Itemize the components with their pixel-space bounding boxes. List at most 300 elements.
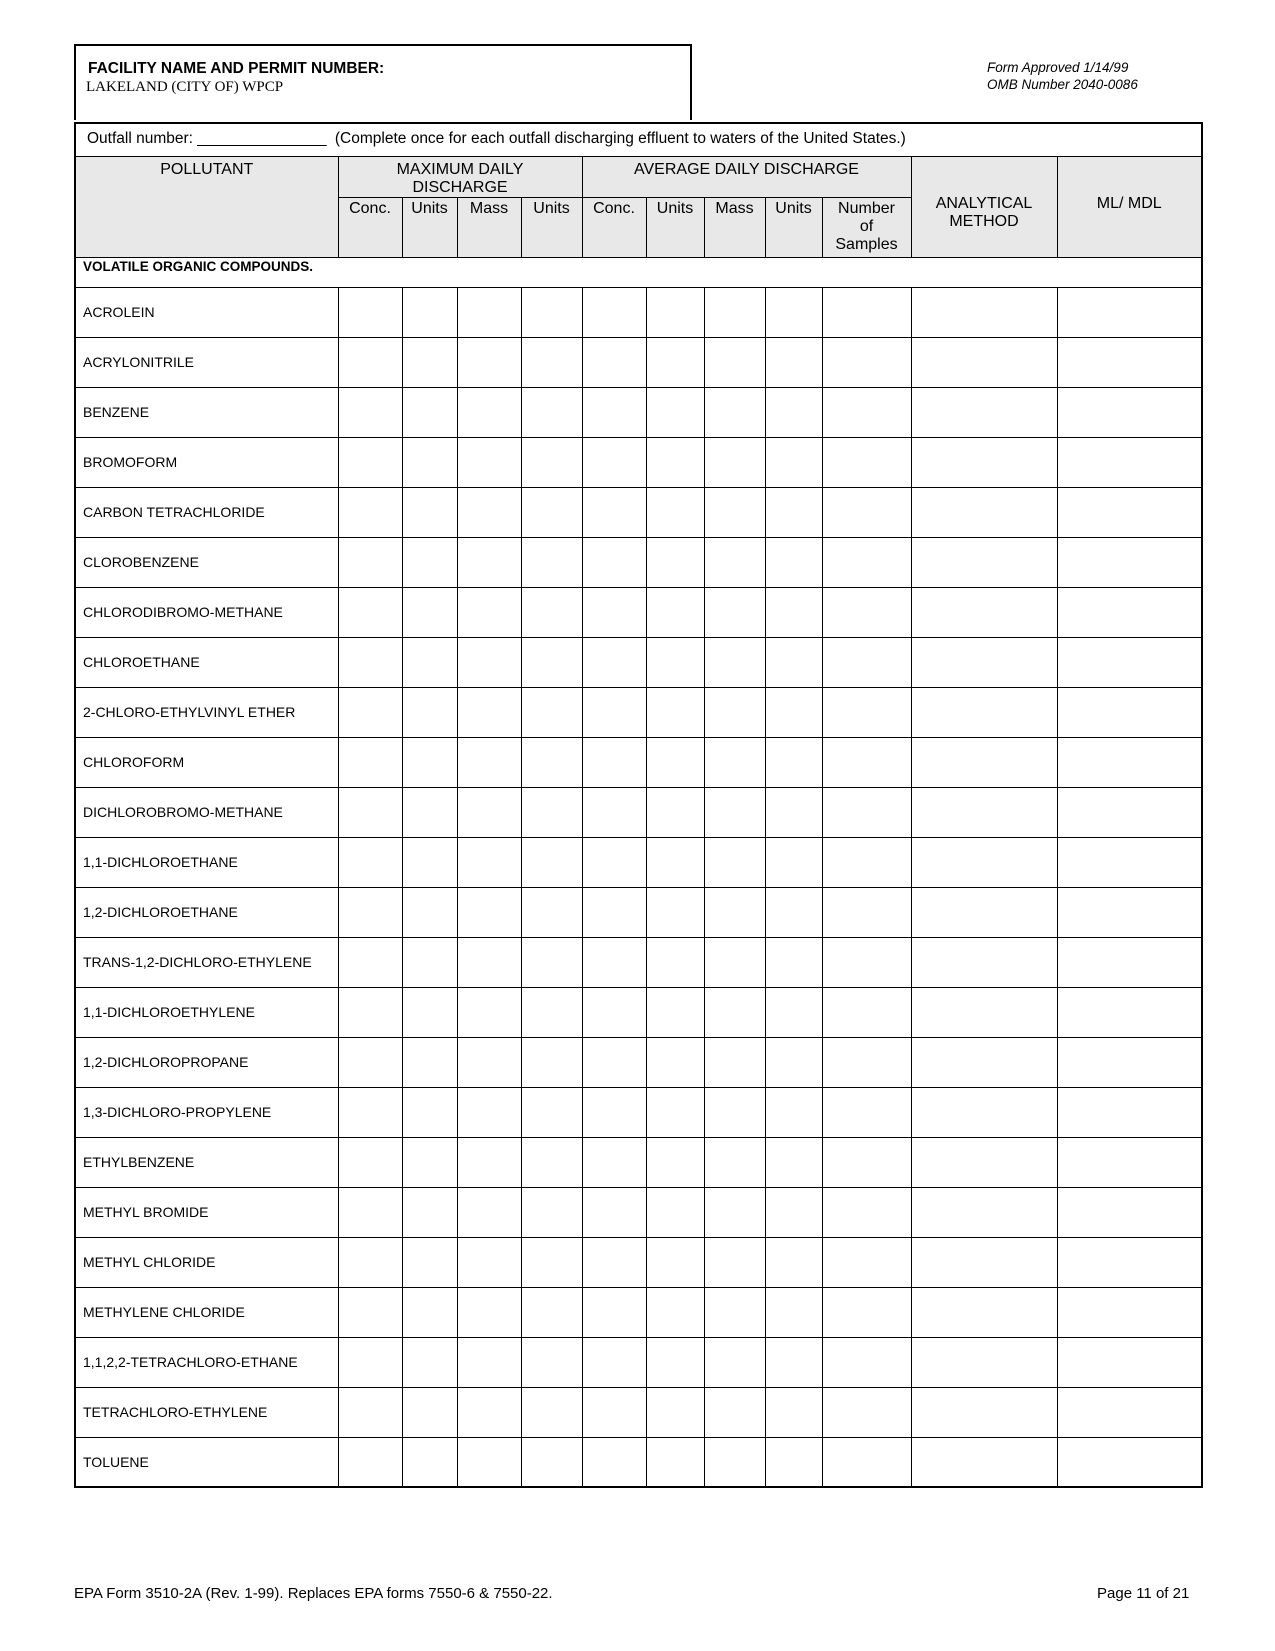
avg-mass-units-cell[interactable] (765, 337, 822, 387)
max-conc-cell[interactable] (338, 287, 402, 337)
max-units-cell[interactable] (402, 1337, 457, 1387)
num-samples-cell[interactable] (822, 1087, 911, 1137)
ml-mdl-cell[interactable] (1057, 1287, 1202, 1337)
avg-mass-cell[interactable] (704, 837, 765, 887)
max-mass-cell[interactable] (457, 387, 521, 437)
analytical-method-cell[interactable] (911, 1287, 1057, 1337)
ml-mdl-cell[interactable] (1057, 1237, 1202, 1287)
avg-units-cell[interactable] (646, 1087, 704, 1137)
table-row (75, 1237, 1202, 1287)
max-mass-units-cell[interactable] (521, 1437, 582, 1487)
max-mass-cell[interactable] (457, 637, 521, 687)
avg-mass-cell[interactable] (704, 787, 765, 837)
num-samples-cell[interactable] (822, 937, 911, 987)
avg-mass-units-cell[interactable] (765, 1087, 822, 1137)
avg-mass-units-cell[interactable] (765, 1237, 822, 1287)
avg-conc-header: Conc. (582, 197, 646, 257)
num-samples-cell[interactable] (822, 487, 911, 537)
max-conc-cell[interactable] (338, 387, 402, 437)
pollutant-name: ETHYLBENZENE (75, 1137, 338, 1187)
max-units-cell[interactable] (402, 1237, 457, 1287)
max-mass-cell[interactable] (457, 1187, 521, 1237)
ml-mdl-cell[interactable] (1057, 937, 1202, 987)
analytical-method-cell[interactable] (911, 637, 1057, 687)
max-mass-units-cell[interactable] (521, 987, 582, 1037)
max-units-cell[interactable] (402, 1037, 457, 1087)
max-mass-units-cell[interactable] (521, 1337, 582, 1387)
analytical-method-cell[interactable] (911, 1187, 1057, 1237)
avg-mass-cell[interactable] (704, 637, 765, 687)
num-samples-cell[interactable] (822, 1137, 911, 1187)
max-units-cell[interactable] (402, 737, 457, 787)
max-units-cell[interactable] (402, 437, 457, 487)
ml-mdl-cell[interactable] (1057, 837, 1202, 887)
max-mass-units-cell[interactable] (521, 1387, 582, 1437)
avg-conc-cell[interactable] (582, 1137, 646, 1187)
max-conc-cell[interactable] (338, 487, 402, 537)
ml-mdl-cell[interactable] (1057, 537, 1202, 587)
avg-conc-cell[interactable] (582, 487, 646, 537)
pollutant-name: ACROLEIN (75, 287, 338, 337)
avg-units-cell[interactable] (646, 337, 704, 387)
avg-mass-units-cell[interactable] (765, 1387, 822, 1437)
table-row (75, 1037, 1202, 1087)
pollutant-name: METHYLENE CHLORIDE (75, 1287, 338, 1337)
max-mass-units-cell[interactable] (521, 787, 582, 837)
avg-mass-units-cell[interactable] (765, 687, 822, 737)
analytical-method-cell[interactable] (911, 1237, 1057, 1287)
ml-mdl-cell[interactable] (1057, 1387, 1202, 1437)
max-mass-cell[interactable] (457, 487, 521, 537)
avg-conc-cell[interactable] (582, 287, 646, 337)
avg-conc-cell[interactable] (582, 737, 646, 787)
avg-units-cell[interactable] (646, 1337, 704, 1387)
table-row (75, 937, 1202, 987)
num-samples-cell[interactable] (822, 1337, 911, 1387)
max-conc-cell[interactable] (338, 537, 402, 587)
max-mass-cell[interactable] (457, 787, 521, 837)
analytical-method-cell[interactable] (911, 837, 1057, 887)
table-row (75, 537, 1202, 587)
avg-units-cell[interactable] (646, 987, 704, 1037)
num-samples-cell[interactable] (822, 1387, 911, 1437)
pollutant-header: POLLUTANT (75, 156, 338, 257)
num-samples-cell[interactable] (822, 1187, 911, 1237)
table-row (75, 737, 1202, 787)
avg-conc-cell[interactable] (582, 387, 646, 437)
avg-units-cell[interactable] (646, 537, 704, 587)
avg-conc-cell[interactable] (582, 937, 646, 987)
avg-mass-units-header: Units (765, 197, 822, 257)
avg-conc-cell[interactable] (582, 537, 646, 587)
table-row (75, 1137, 1202, 1187)
avg-units-cell[interactable] (646, 287, 704, 337)
analytical-method-cell[interactable] (911, 587, 1057, 637)
avg-units-cell[interactable] (646, 587, 704, 637)
avg-units-cell[interactable] (646, 887, 704, 937)
ml-mdl-cell[interactable] (1057, 587, 1202, 637)
max-mass-units-cell[interactable] (521, 1187, 582, 1237)
max-mass-cell[interactable] (457, 1287, 521, 1337)
max-mass-cell[interactable] (457, 1387, 521, 1437)
max-units-cell[interactable] (402, 387, 457, 437)
max-units-cell[interactable] (402, 837, 457, 887)
max-units-cell[interactable] (402, 787, 457, 837)
analytical-method-cell[interactable] (911, 437, 1057, 487)
max-units-cell[interactable] (402, 687, 457, 737)
avg-conc-cell[interactable] (582, 987, 646, 1037)
max-mass-units-cell[interactable] (521, 1237, 582, 1287)
avg-mass-units-cell[interactable] (765, 787, 822, 837)
avg-mass-cell[interactable] (704, 1337, 765, 1387)
max-mass-cell[interactable] (457, 1137, 521, 1187)
analytical-method-cell[interactable] (911, 737, 1057, 787)
avg-mass-cell[interactable] (704, 1187, 765, 1237)
analytical-method-cell[interactable] (911, 1437, 1057, 1487)
table-row (75, 587, 1202, 637)
max-mass-cell[interactable] (457, 1437, 521, 1487)
avg-mass-cell[interactable] (704, 487, 765, 537)
analytical-method-cell[interactable] (911, 537, 1057, 587)
max-conc-cell[interactable] (338, 737, 402, 787)
pollutant-name: 2-CHLORO-ETHYLVINYL ETHER (75, 687, 338, 737)
avg-units-cell[interactable] (646, 687, 704, 737)
num-samples-cell[interactable] (822, 687, 911, 737)
max-mass-units-cell[interactable] (521, 337, 582, 387)
num-samples-cell[interactable] (822, 1037, 911, 1087)
max-mass-cell[interactable] (457, 1237, 521, 1287)
avg-mass-cell[interactable] (704, 287, 765, 337)
pollutant-name: CARBON TETRACHLORIDE (75, 487, 338, 537)
analytical-method-cell[interactable] (911, 487, 1057, 537)
avg-conc-cell[interactable] (582, 1287, 646, 1337)
avg-conc-cell[interactable] (582, 1437, 646, 1487)
avg-units-cell[interactable] (646, 637, 704, 687)
ml-mdl-cell[interactable] (1057, 787, 1202, 837)
avg-units-cell[interactable] (646, 487, 704, 537)
avg-conc-cell[interactable] (582, 337, 646, 387)
avg-units-cell[interactable] (646, 1287, 704, 1337)
ml-mdl-cell[interactable] (1057, 1187, 1202, 1237)
max-conc-cell[interactable] (338, 987, 402, 1037)
ml-mdl-cell[interactable] (1057, 487, 1202, 537)
analytical-method-cell[interactable] (911, 787, 1057, 837)
max-mass-cell[interactable] (457, 437, 521, 487)
max-units-cell[interactable] (402, 1087, 457, 1137)
avg-mass-units-cell[interactable] (765, 487, 822, 537)
num-samples-header: Number of Samples (822, 197, 911, 257)
outfall-number-field[interactable]: Outfall number: _______________ (87, 130, 327, 147)
avg-conc-cell[interactable] (582, 1337, 646, 1387)
max-mass-units-cell[interactable] (521, 1137, 582, 1187)
max-mass-cell[interactable] (457, 1337, 521, 1387)
max-conc-cell[interactable] (338, 1337, 402, 1387)
ml-mdl-cell[interactable] (1057, 1087, 1202, 1137)
num-samples-cell[interactable] (822, 837, 911, 887)
avg-mass-cell[interactable] (704, 937, 765, 987)
ml-mdl-cell[interactable] (1057, 1437, 1202, 1487)
ml-mdl-cell[interactable] (1057, 337, 1202, 387)
section-title: VOLATILE ORGANIC COMPOUNDS. (75, 257, 1202, 287)
form-approval-note (987, 59, 1138, 93)
avg-mass-units-cell[interactable] (765, 587, 822, 637)
num-samples-cell[interactable] (822, 587, 911, 637)
table-row (75, 637, 1202, 687)
num-samples-cell[interactable] (822, 987, 911, 1037)
avg-conc-cell[interactable] (582, 1387, 646, 1437)
analytical-method-cell[interactable] (911, 337, 1057, 387)
avg-mass-units-cell[interactable] (765, 837, 822, 887)
analytical-method-cell[interactable] (911, 1037, 1057, 1087)
analytical-method-cell[interactable] (911, 937, 1057, 987)
max-units-cell[interactable] (402, 1437, 457, 1487)
avg-conc-cell[interactable] (582, 587, 646, 637)
num-samples-cell[interactable] (822, 287, 911, 337)
avg-mass-units-cell[interactable] (765, 737, 822, 787)
max-units-cell[interactable] (402, 587, 457, 637)
max-mass-cell[interactable] (457, 1087, 521, 1137)
facility-value[interactable]: LAKELAND (CITY OF) WPCP (86, 79, 284, 95)
pollutant-name: 1,2-DICHLOROETHANE (75, 887, 338, 937)
avg-mass-cell[interactable] (704, 1287, 765, 1337)
avg-mass-units-cell[interactable] (765, 637, 822, 687)
avg-mass-cell[interactable] (704, 687, 765, 737)
analytical-method-cell[interactable] (911, 1337, 1057, 1387)
avg-units-cell[interactable] (646, 837, 704, 887)
max-conc-cell[interactable] (338, 937, 402, 987)
max-conc-cell[interactable] (338, 1187, 402, 1237)
avg-mass-units-cell[interactable] (765, 1037, 822, 1087)
avg-mass-units-cell[interactable] (765, 287, 822, 337)
max-conc-cell[interactable] (338, 1287, 402, 1337)
num-samples-cell[interactable] (822, 337, 911, 387)
max-conc-cell[interactable] (338, 637, 402, 687)
avg-conc-cell[interactable] (582, 1187, 646, 1237)
outfall-instructions: (Complete once for each outfall discharging effluent to waters of the United States.) (334, 130, 906, 147)
max-conc-cell[interactable] (338, 1237, 402, 1287)
pollutant-name: BROMOFORM (75, 437, 338, 487)
max-mass-units-cell[interactable] (521, 687, 582, 737)
max-conc-cell[interactable] (338, 437, 402, 487)
max-conc-cell[interactable] (338, 837, 402, 887)
max-conc-cell[interactable] (338, 1387, 402, 1437)
avg-mass-units-cell[interactable] (765, 1187, 822, 1237)
max-mass-units-cell[interactable] (521, 487, 582, 537)
avg-units-cell[interactable] (646, 1437, 704, 1487)
max-units-cell[interactable] (402, 337, 457, 387)
ml-mdl-cell[interactable] (1057, 1337, 1202, 1387)
form-footer-id: EPA Form 3510-2A (Rev. 1-99). Replaces EPA forms 7550-6 & 7550-22. (74, 1585, 553, 1602)
ml-mdl-cell[interactable] (1057, 887, 1202, 937)
avg-mass-units-cell[interactable] (765, 937, 822, 987)
avg-mass-units-cell[interactable] (765, 1137, 822, 1187)
table-row (75, 1337, 1202, 1387)
num-samples-cell[interactable] (822, 1237, 911, 1287)
num-samples-cell[interactable] (822, 787, 911, 837)
avg-mass-cell[interactable] (704, 1037, 765, 1087)
max-units-header: Units (402, 197, 457, 257)
max-mass-units-cell[interactable] (521, 437, 582, 487)
analytical-method-cell[interactable] (911, 387, 1057, 437)
analytical-method-cell[interactable] (911, 1387, 1057, 1437)
num-samples-cell[interactable] (822, 887, 911, 937)
num-samples-cell[interactable] (822, 637, 911, 687)
analytical-method-cell[interactable] (911, 687, 1057, 737)
table-row (75, 887, 1202, 937)
max-conc-cell[interactable] (338, 1037, 402, 1087)
avg-units-cell[interactable] (646, 787, 704, 837)
analytical-method-cell[interactable] (911, 987, 1057, 1037)
avg-mass-cell[interactable] (704, 1387, 765, 1437)
max-mass-cell[interactable] (457, 287, 521, 337)
analytical-method-cell[interactable] (911, 887, 1057, 937)
table-row (75, 1287, 1202, 1337)
num-samples-cell[interactable] (822, 1437, 911, 1487)
max-mass-units-cell[interactable] (521, 1087, 582, 1137)
pollutant-name: 1,1,2,2-TETRACHLORO-ETHANE (75, 1337, 338, 1387)
avg-mass-header: Mass (704, 197, 765, 257)
avg-units-cell[interactable] (646, 387, 704, 437)
avg-mass-cell[interactable] (704, 887, 765, 937)
pollutant-table (74, 122, 1203, 1488)
max-units-cell[interactable] (402, 887, 457, 937)
avg-mass-cell[interactable] (704, 437, 765, 487)
max-mass-units-cell[interactable] (521, 937, 582, 987)
ml-mdl-cell[interactable] (1057, 1137, 1202, 1187)
max-mass-cell[interactable] (457, 737, 521, 787)
max-mass-cell[interactable] (457, 937, 521, 987)
max-mass-header: Mass (457, 197, 521, 257)
ml-mdl-cell[interactable] (1057, 987, 1202, 1037)
ml-mdl-cell[interactable] (1057, 637, 1202, 687)
avg-conc-cell[interactable] (582, 687, 646, 737)
max-mass-units-cell[interactable] (521, 737, 582, 787)
avg-conc-cell[interactable] (582, 637, 646, 687)
avg-conc-cell[interactable] (582, 837, 646, 887)
max-mass-units-cell[interactable] (521, 387, 582, 437)
avg-conc-cell[interactable] (582, 787, 646, 837)
avg-mass-cell[interactable] (704, 1437, 765, 1487)
ml-mdl-cell[interactable] (1057, 737, 1202, 787)
max-mass-units-cell[interactable] (521, 637, 582, 687)
avg-mass-cell[interactable] (704, 537, 765, 587)
max-mass-units-cell[interactable] (521, 887, 582, 937)
max-mass-cell[interactable] (457, 987, 521, 1037)
avg-mass-units-cell[interactable] (765, 1437, 822, 1487)
max-mass-cell[interactable] (457, 587, 521, 637)
avg-mass-cell[interactable] (704, 587, 765, 637)
table-row (75, 987, 1202, 1037)
avg-mass-units-cell[interactable] (765, 537, 822, 587)
max-conc-cell[interactable] (338, 587, 402, 637)
max-conc-cell[interactable] (338, 1087, 402, 1137)
max-mass-cell[interactable] (457, 337, 521, 387)
max-units-cell[interactable] (402, 987, 457, 1037)
num-samples-cell[interactable] (822, 537, 911, 587)
ml-mdl-cell[interactable] (1057, 1037, 1202, 1087)
ml-mdl-cell[interactable] (1057, 387, 1202, 437)
max-conc-cell[interactable] (338, 1437, 402, 1487)
avg-units-cell[interactable] (646, 1237, 704, 1287)
avg-mass-units-cell[interactable] (765, 887, 822, 937)
max-mass-units-cell[interactable] (521, 287, 582, 337)
max-mass-cell[interactable] (457, 687, 521, 737)
avg-mass-cell[interactable] (704, 1087, 765, 1137)
max-units-cell[interactable] (402, 1287, 457, 1337)
max-units-cell[interactable] (402, 1137, 457, 1187)
analytical-method-cell[interactable] (911, 287, 1057, 337)
max-conc-cell[interactable] (338, 337, 402, 387)
ml-mdl-cell[interactable] (1057, 287, 1202, 337)
analytical-method-cell[interactable] (911, 1137, 1057, 1187)
avg-mass-cell[interactable] (704, 1137, 765, 1187)
num-samples-cell[interactable] (822, 387, 911, 437)
avg-mass-units-cell[interactable] (765, 387, 822, 437)
max-conc-cell[interactable] (338, 1137, 402, 1187)
max-mass-units-cell[interactable] (521, 587, 582, 637)
avg-conc-cell[interactable] (582, 887, 646, 937)
max-units-cell[interactable] (402, 1387, 457, 1437)
avg-mass-units-cell[interactable] (765, 987, 822, 1037)
max-mass-cell[interactable] (457, 1037, 521, 1087)
max-mass-cell[interactable] (457, 837, 521, 887)
avg-units-cell[interactable] (646, 737, 704, 787)
avg-units-cell[interactable] (646, 937, 704, 987)
avg-mass-cell[interactable] (704, 1237, 765, 1287)
avg-units-cell[interactable] (646, 1187, 704, 1237)
max-mass-units-cell[interactable] (521, 537, 582, 587)
avg-mass-cell[interactable] (704, 987, 765, 1037)
pollutant-name: METHYL BROMIDE (75, 1187, 338, 1237)
avg-mass-cell[interactable] (704, 387, 765, 437)
max-units-cell[interactable] (402, 937, 457, 987)
max-conc-cell[interactable] (338, 687, 402, 737)
avg-conc-cell[interactable] (582, 1037, 646, 1087)
avg-units-cell[interactable] (646, 1387, 704, 1437)
max-units-cell[interactable] (402, 1187, 457, 1237)
max-conc-cell[interactable] (338, 787, 402, 837)
ml-mdl-cell[interactable] (1057, 437, 1202, 487)
avg-units-cell[interactable] (646, 437, 704, 487)
max-units-cell[interactable] (402, 537, 457, 587)
max-units-cell[interactable] (402, 637, 457, 687)
avg-mass-units-cell[interactable] (765, 1337, 822, 1387)
num-samples-cell[interactable] (822, 737, 911, 787)
max-mass-cell[interactable] (457, 537, 521, 587)
avg-conc-cell[interactable] (582, 1237, 646, 1287)
analytical-method-cell[interactable] (911, 1087, 1057, 1137)
avg-conc-cell[interactable] (582, 437, 646, 487)
avg-mass-cell[interactable] (704, 337, 765, 387)
avg-units-cell[interactable] (646, 1137, 704, 1187)
ml-mdl-cell[interactable] (1057, 687, 1202, 737)
avg-mass-units-cell[interactable] (765, 437, 822, 487)
max-conc-cell[interactable] (338, 887, 402, 937)
pollutant-name: BENZENE (75, 387, 338, 437)
num-samples-cell[interactable] (822, 1287, 911, 1337)
max-mass-units-cell[interactable] (521, 1037, 582, 1087)
max-mass-units-cell[interactable] (521, 837, 582, 887)
max-mass-units-cell[interactable] (521, 1287, 582, 1337)
avg-mass-units-cell[interactable] (765, 1287, 822, 1337)
avg-conc-cell[interactable] (582, 1087, 646, 1137)
max-units-cell[interactable] (402, 487, 457, 537)
num-samples-cell[interactable] (822, 437, 911, 487)
avg-units-cell[interactable] (646, 1037, 704, 1087)
avg-mass-cell[interactable] (704, 737, 765, 787)
max-units-cell[interactable] (402, 287, 457, 337)
max-mass-cell[interactable] (457, 887, 521, 937)
